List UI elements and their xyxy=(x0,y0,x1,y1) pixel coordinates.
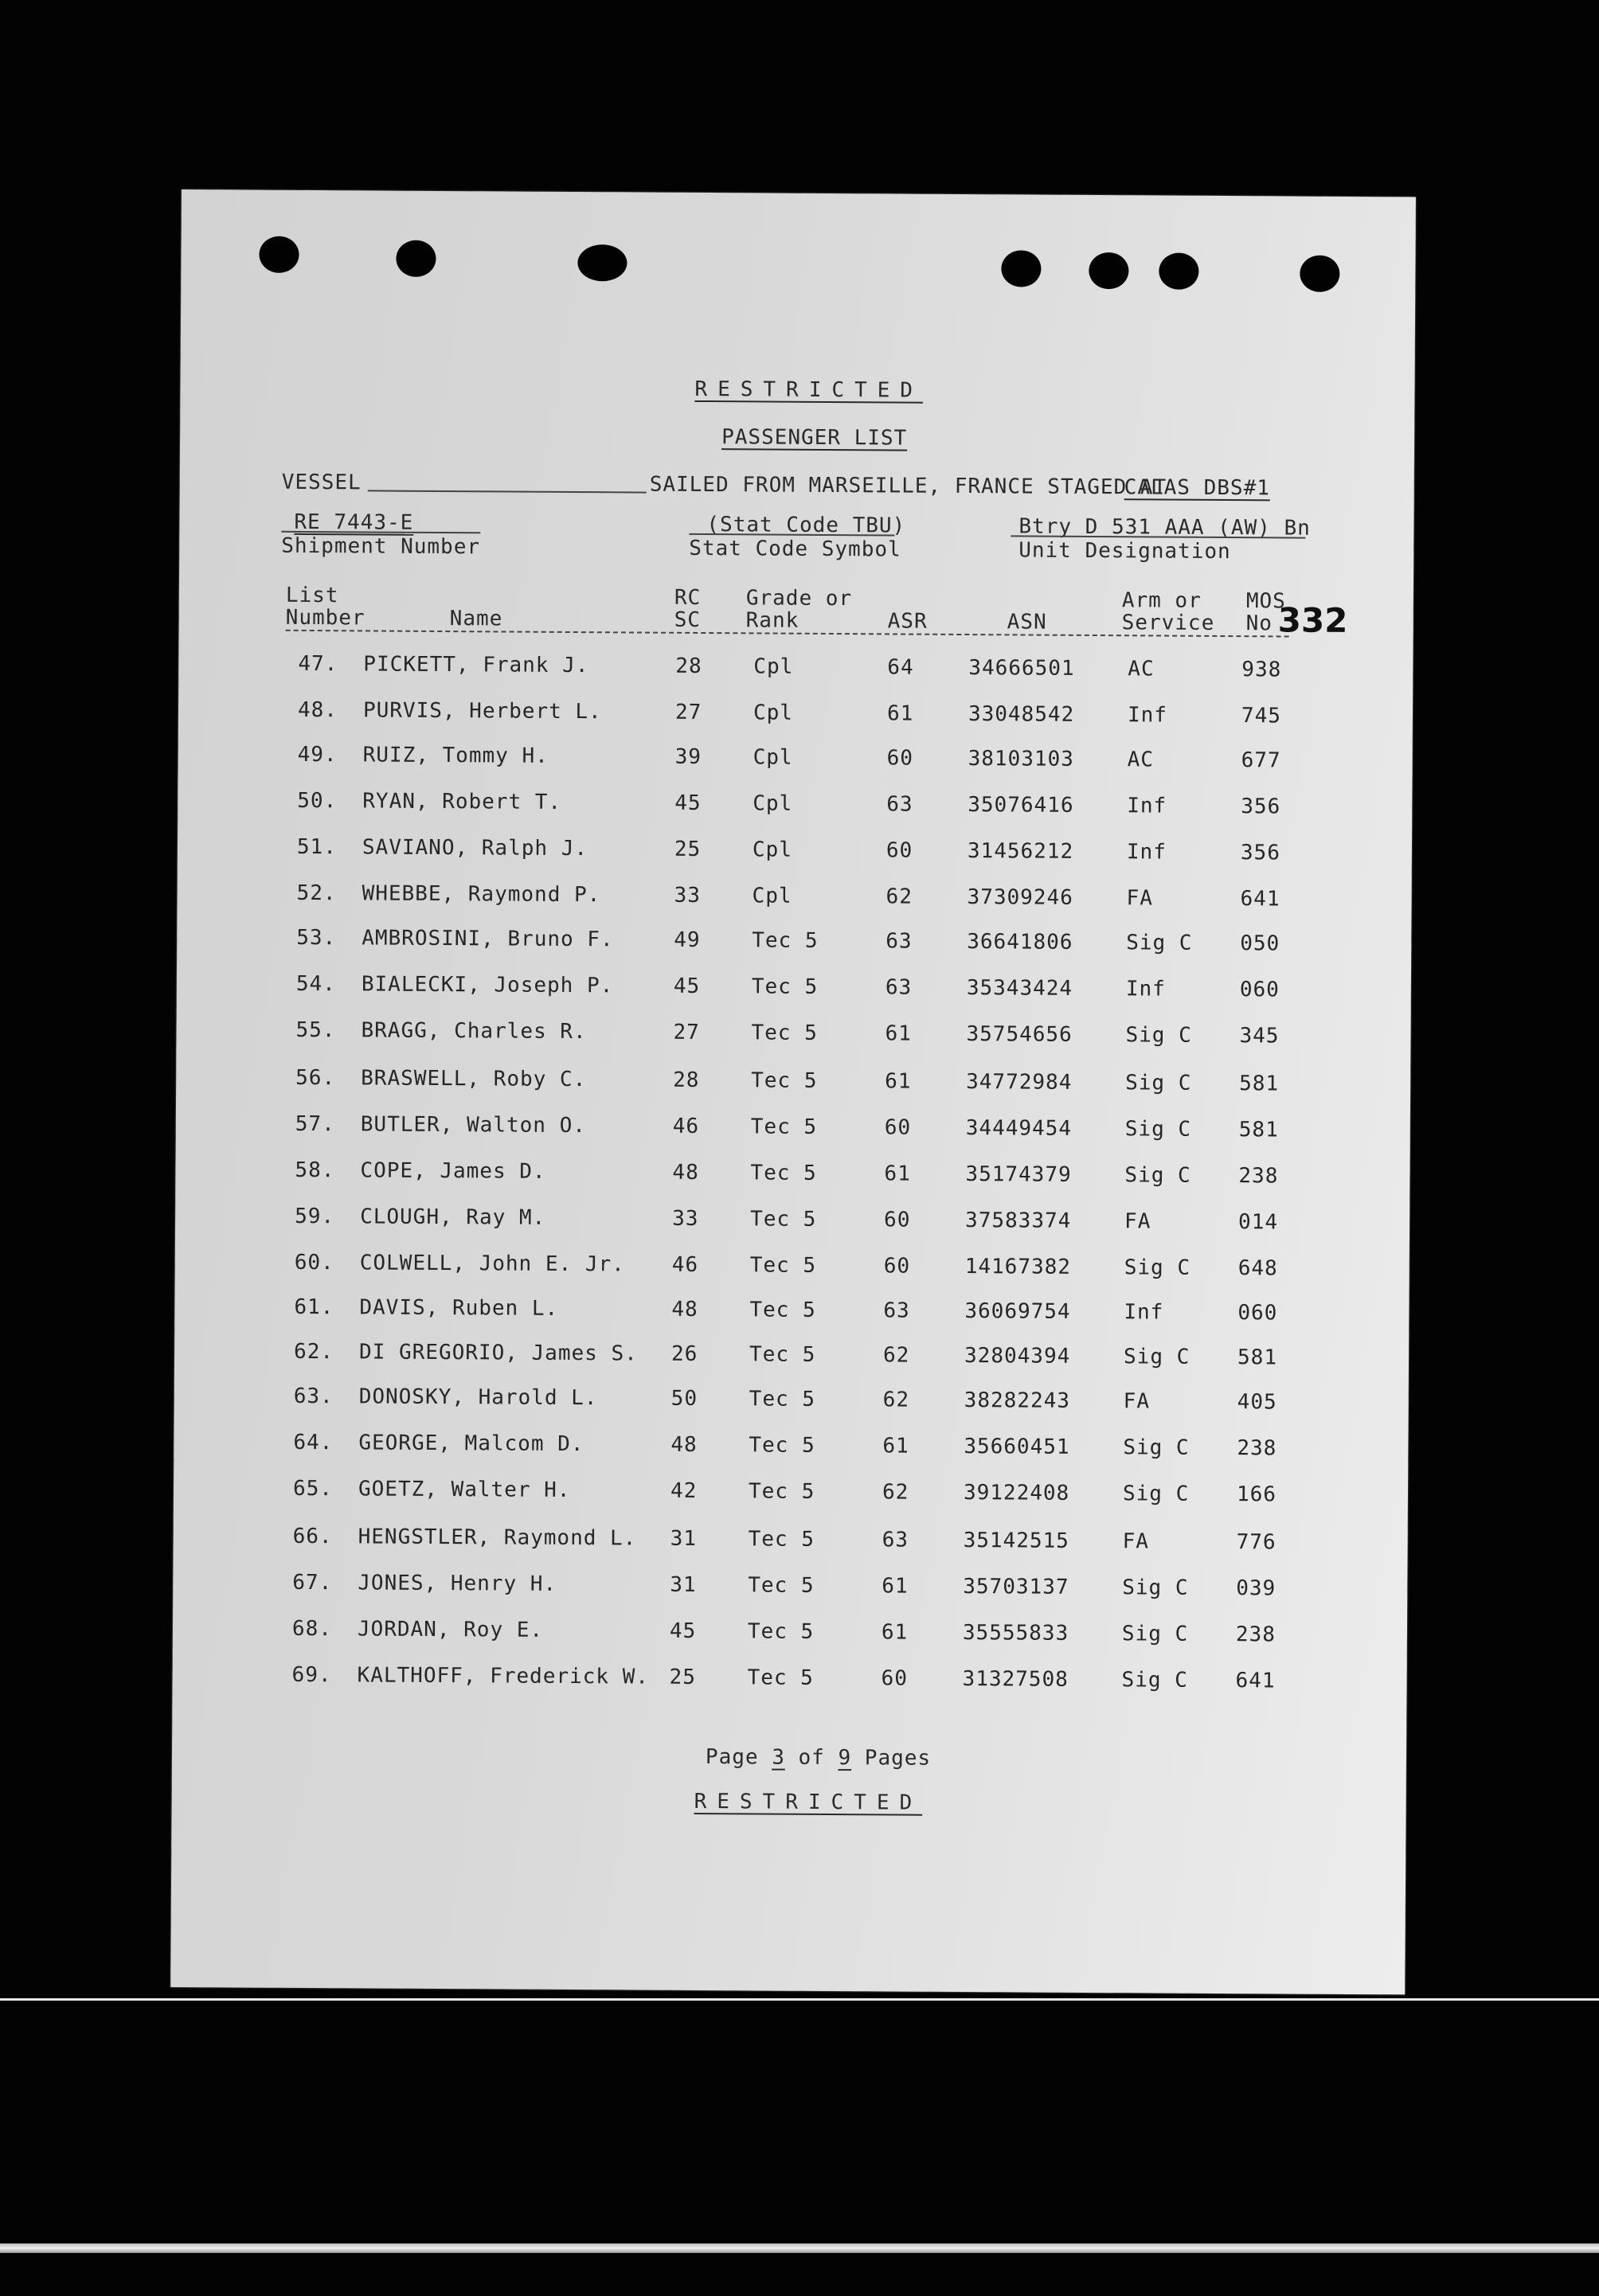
mos-number: 238 xyxy=(1235,1622,1276,1647)
grade-rank: Tec 5 xyxy=(749,1433,815,1458)
asr: 61 xyxy=(886,701,914,726)
staged-at-location: CALAS DBS#1 xyxy=(1124,475,1271,501)
list-number: 63. xyxy=(293,1384,334,1409)
mos-number: 060 xyxy=(1237,1301,1278,1326)
vessel-label: VESSEL xyxy=(281,470,362,495)
unit-designation-label: Unit Designation xyxy=(1018,538,1231,564)
rc-sc: 48 xyxy=(672,1160,699,1185)
table-row xyxy=(173,1616,1407,1655)
asn: 37309246 xyxy=(967,885,1073,910)
rc-sc: 42 xyxy=(670,1478,698,1503)
rc-sc: 31 xyxy=(670,1572,697,1597)
list-number: 59. xyxy=(295,1204,335,1229)
asr: 63 xyxy=(882,1528,909,1552)
rc-sc: 28 xyxy=(675,654,702,679)
asn: 35142515 xyxy=(963,1529,1069,1553)
asr: 61 xyxy=(882,1574,909,1599)
passenger-name: RUIZ, Tommy H. xyxy=(362,743,549,768)
list-number: 57. xyxy=(295,1111,335,1137)
grade-rank: Cpl xyxy=(753,745,793,770)
passenger-name: COLWELL, John E. Jr. xyxy=(359,1251,625,1277)
col-asn-label: ASN xyxy=(1007,610,1047,635)
col-rc-label: RC xyxy=(674,585,702,610)
grade-rank: Tec 5 xyxy=(749,1387,816,1412)
arm-service: Sig C xyxy=(1123,1345,1190,1369)
document-title: PASSENGER LIST xyxy=(721,425,908,451)
asn: 35660451 xyxy=(964,1435,1070,1459)
grade-rank: Tec 5 xyxy=(752,928,819,953)
table-row xyxy=(177,881,1411,920)
arm-service: AC xyxy=(1127,748,1155,772)
asr: 60 xyxy=(886,746,914,771)
table-row xyxy=(176,1017,1410,1056)
passenger-name: GEORGE, Malcom D. xyxy=(358,1431,584,1457)
page-footer xyxy=(706,1745,931,1771)
shipment-number: RE 7443-E xyxy=(294,510,414,535)
arm-service: FA xyxy=(1122,1529,1150,1554)
asr: 61 xyxy=(885,1069,912,1094)
asn: 37583374 xyxy=(965,1209,1072,1233)
asr: 64 xyxy=(887,655,914,680)
list-number: 60. xyxy=(294,1250,334,1275)
passenger-name: CLOUGH, Ray M. xyxy=(360,1205,546,1230)
asr: 60 xyxy=(886,838,913,863)
rc-sc: 28 xyxy=(673,1068,700,1092)
punch-hole xyxy=(1089,252,1128,289)
list-number: 54. xyxy=(295,971,336,997)
passenger-name: DI GREGORIO, James S. xyxy=(358,1340,638,1366)
page-prefix: Page xyxy=(705,1745,759,1770)
grade-rank: Tec 5 xyxy=(749,1298,816,1322)
table-row xyxy=(176,1065,1410,1104)
asn: 34666501 xyxy=(968,656,1075,681)
mos-number: 677 xyxy=(1241,748,1281,773)
table-row xyxy=(174,1476,1408,1515)
grade-rank: Tec 5 xyxy=(750,1207,817,1232)
restricted-footer: RESTRICTED xyxy=(694,1789,923,1815)
arm-service: AC xyxy=(1128,657,1155,681)
table-row xyxy=(175,1158,1409,1197)
asn: 31456212 xyxy=(967,839,1074,864)
list-number: 55. xyxy=(295,1017,336,1043)
sailed-from-text: SAILED FROM MARSEILLE, FRANCE STAGED AT xyxy=(649,472,1167,500)
asn: 35343424 xyxy=(966,976,1073,1001)
rc-sc: 26 xyxy=(670,1341,698,1366)
table-row xyxy=(177,971,1411,1010)
passenger-name: HENGSTLER, Raymond L. xyxy=(358,1525,637,1551)
asr: 63 xyxy=(886,929,913,954)
passenger-name: AMBROSINI, Bruno F. xyxy=(362,926,614,952)
passenger-name: PURVIS, Herbert L. xyxy=(362,698,602,724)
page-of: of xyxy=(798,1745,825,1770)
table-row xyxy=(174,1524,1408,1563)
asr: 62 xyxy=(882,1343,910,1368)
page-current: 3 xyxy=(772,1745,786,1770)
col-rank-label: Rank xyxy=(745,608,800,633)
asn: 35076416 xyxy=(968,793,1074,818)
arm-service: Inf xyxy=(1124,1300,1164,1325)
asn: 36069754 xyxy=(964,1299,1071,1324)
list-number: 61. xyxy=(294,1294,334,1320)
asn: 38282243 xyxy=(964,1388,1071,1413)
rc-sc: 27 xyxy=(674,700,702,725)
passenger-name: KALTHOFF, Frederick W. xyxy=(357,1663,650,1689)
list-number: 47. xyxy=(298,651,338,677)
asr: 61 xyxy=(885,1021,912,1046)
list-number: 64. xyxy=(293,1430,334,1455)
asn: 32804394 xyxy=(964,1344,1071,1369)
punch-hole xyxy=(1001,250,1041,287)
rc-sc: 45 xyxy=(673,974,701,998)
rc-sc: 27 xyxy=(673,1020,700,1045)
passenger-name: JORDAN, Roy E. xyxy=(357,1617,544,1642)
table-row xyxy=(178,651,1413,690)
rc-sc: 31 xyxy=(670,1526,698,1551)
mos-number: 014 xyxy=(1238,1210,1279,1235)
rc-sc: 45 xyxy=(669,1619,697,1643)
col-asr-label: ASR xyxy=(887,609,928,634)
passenger-name: SAVIANO, Ralph J. xyxy=(362,835,588,861)
asn: 34449454 xyxy=(965,1116,1073,1141)
passenger-name: COPE, James D. xyxy=(360,1158,546,1184)
asr: 62 xyxy=(886,884,913,909)
stat-code-label: Stat Code Symbol xyxy=(689,536,901,562)
asn: 35174379 xyxy=(965,1162,1072,1187)
rc-sc: 49 xyxy=(674,927,701,952)
asr: 61 xyxy=(882,1434,909,1458)
rc-sc: 48 xyxy=(670,1432,698,1457)
grade-rank: Tec 5 xyxy=(750,1161,817,1185)
passenger-name: BRASWELL, Roby C. xyxy=(361,1066,587,1092)
mos-number: 581 xyxy=(1237,1345,1278,1370)
rc-sc: 48 xyxy=(671,1297,698,1322)
mos-number: 039 xyxy=(1236,1576,1276,1601)
asn: 35754656 xyxy=(966,1022,1073,1047)
passenger-name: GOETZ, Walter H. xyxy=(358,1477,571,1503)
arm-service: Sig C xyxy=(1121,1668,1188,1693)
asr: 60 xyxy=(884,1208,911,1232)
list-number: 62. xyxy=(293,1339,334,1365)
passenger-name: RYAN, Robert T. xyxy=(362,789,562,814)
col-no-label: No xyxy=(1245,611,1273,636)
asr: 60 xyxy=(881,1666,908,1691)
asn: 34772984 xyxy=(966,1070,1073,1095)
asn: 14167382 xyxy=(964,1255,1072,1279)
passenger-name: BUTLER, Walton O. xyxy=(360,1112,587,1138)
passenger-name: JONES, Henry H. xyxy=(358,1571,557,1596)
col-list-label: List xyxy=(285,583,339,608)
rc-sc: 45 xyxy=(674,791,702,816)
grade-rank: Tec 5 xyxy=(751,1068,818,1093)
list-number: 67. xyxy=(292,1570,333,1595)
arm-service: Sig C xyxy=(1121,1622,1189,1646)
page-suffix: Pages xyxy=(864,1746,932,1771)
table-row xyxy=(175,1250,1409,1289)
rc-sc: 50 xyxy=(670,1386,698,1411)
table-row xyxy=(176,1111,1410,1150)
list-number: 58. xyxy=(295,1158,335,1183)
table-row xyxy=(178,788,1412,827)
list-number: 69. xyxy=(291,1662,332,1688)
passenger-name: WHEBBE, Raymond P. xyxy=(362,881,601,908)
table-row xyxy=(178,834,1412,873)
col-service-label: Service xyxy=(1121,611,1215,635)
list-number: 65. xyxy=(292,1476,334,1501)
arm-service: Sig C xyxy=(1124,1163,1191,1188)
asn: 39122408 xyxy=(963,1481,1070,1505)
col-number-label: Number xyxy=(285,605,366,631)
mos-number: 641 xyxy=(1235,1669,1276,1693)
col-name-label: Name xyxy=(449,607,503,631)
list-number: 50. xyxy=(297,788,338,814)
mos-number: 405 xyxy=(1237,1390,1277,1415)
arm-service: Inf xyxy=(1125,977,1166,1002)
asr: 63 xyxy=(886,792,913,817)
asr: 60 xyxy=(884,1115,912,1140)
asn: 31327508 xyxy=(962,1667,1069,1692)
arm-service: Inf xyxy=(1127,703,1168,728)
grade-rank: Tec 5 xyxy=(751,974,819,999)
list-number: 56. xyxy=(295,1065,336,1091)
unit-designation: Btry D 531 AAA (AW) Bn xyxy=(1018,514,1311,541)
table-row xyxy=(172,1662,1406,1701)
asr: 62 xyxy=(882,1388,910,1412)
list-number: 68. xyxy=(291,1616,333,1642)
grade-rank: Cpl xyxy=(752,884,792,908)
asn: 35703137 xyxy=(963,1575,1069,1599)
asn: 38103103 xyxy=(968,747,1074,771)
rc-sc: 33 xyxy=(674,883,701,908)
grade-rank: Cpl xyxy=(752,838,793,862)
mos-number: 356 xyxy=(1241,795,1281,819)
rc-sc: 39 xyxy=(674,744,702,770)
arm-service: Sig C xyxy=(1126,931,1193,955)
asr: 63 xyxy=(885,975,913,1000)
grade-rank: Cpl xyxy=(753,654,794,679)
punch-hole xyxy=(1159,253,1198,290)
rc-sc: 46 xyxy=(672,1114,700,1138)
punch-hole xyxy=(396,240,436,277)
rc-sc: 25 xyxy=(669,1665,696,1689)
punch-hole xyxy=(259,236,299,273)
passenger-name: DAVIS, Ruben L. xyxy=(359,1295,559,1321)
scanner-bottom-strip xyxy=(0,2243,1599,2253)
list-number: 49. xyxy=(297,742,338,767)
grade-rank: Tec 5 xyxy=(748,1527,815,1552)
grade-rank: Tec 5 xyxy=(748,1573,815,1598)
rc-sc: 25 xyxy=(674,837,702,861)
stat-code: (Stat Code TBU) xyxy=(706,513,906,538)
grade-rank: Tec 5 xyxy=(747,1619,815,1644)
grade-rank: Cpl xyxy=(753,791,793,816)
arm-service: Inf xyxy=(1126,840,1167,865)
passenger-name: PICKETT, Frank J. xyxy=(363,652,589,678)
table-row xyxy=(174,1430,1408,1469)
rc-sc: 46 xyxy=(671,1252,699,1277)
grade-rank: Cpl xyxy=(753,701,794,725)
arm-service: Sig C xyxy=(1125,1023,1192,1048)
grade-rank: Tec 5 xyxy=(749,1342,816,1367)
mos-number: 641 xyxy=(1240,887,1280,912)
page-total: 9 xyxy=(838,1746,852,1771)
arm-service: Inf xyxy=(1127,794,1167,818)
grade-rank: Tec 5 xyxy=(750,1115,818,1139)
arm-service: Sig C xyxy=(1122,1576,1189,1600)
asn: 33048542 xyxy=(968,702,1075,727)
col-mos-label: MOS xyxy=(1245,589,1286,614)
list-number: 53. xyxy=(296,925,337,951)
grade-rank: Tec 5 xyxy=(748,1479,815,1504)
arm-service: Sig C xyxy=(1124,1117,1192,1142)
mos-number: 581 xyxy=(1239,1072,1280,1096)
list-number: 66. xyxy=(292,1524,333,1549)
grade-rank: Tec 5 xyxy=(749,1253,817,1278)
punch-hole xyxy=(577,244,627,281)
rc-sc: 33 xyxy=(672,1206,699,1231)
mos-number: 648 xyxy=(1237,1256,1278,1281)
restricted-heading: RESTRICTED xyxy=(694,377,924,403)
mos-number: 060 xyxy=(1239,978,1280,1002)
mos-number: 238 xyxy=(1238,1164,1279,1189)
vessel-blank-line xyxy=(368,490,647,493)
list-number: 51. xyxy=(296,834,338,860)
mos-number: 745 xyxy=(1241,704,1282,728)
col-arm-label: Arm or xyxy=(1121,588,1202,613)
list-number: 52. xyxy=(296,881,337,906)
list-number: 48. xyxy=(297,697,338,723)
asn: 36641806 xyxy=(967,930,1073,955)
table-row xyxy=(175,1204,1409,1243)
table-row xyxy=(174,1339,1409,1378)
table-row xyxy=(178,742,1413,781)
table-row xyxy=(178,697,1413,736)
arm-service: Sig C xyxy=(1123,1435,1190,1460)
arm-service: Sig C xyxy=(1125,1071,1192,1095)
col-grade-label: Grade or xyxy=(745,586,853,611)
asr: 63 xyxy=(883,1298,910,1323)
grade-rank: Tec 5 xyxy=(747,1665,814,1690)
mos-number: 345 xyxy=(1239,1024,1280,1048)
arm-service: Sig C xyxy=(1124,1255,1191,1280)
arm-service: FA xyxy=(1126,886,1153,911)
mos-number: 581 xyxy=(1238,1118,1279,1142)
passenger-name: BIALECKI, Joseph P. xyxy=(361,972,614,998)
mos-number: 238 xyxy=(1237,1436,1277,1461)
col-sc-label: SC xyxy=(674,607,702,632)
grade-rank: Tec 5 xyxy=(751,1021,818,1045)
asr: 61 xyxy=(881,1620,909,1645)
scanner-edge-line xyxy=(0,1998,1599,2001)
table-row xyxy=(174,1294,1409,1333)
document-page xyxy=(170,189,1416,1994)
mos-number: 938 xyxy=(1241,658,1282,682)
mos-number: 166 xyxy=(1236,1482,1277,1507)
mos-number: 356 xyxy=(1240,841,1280,865)
table-row xyxy=(173,1570,1407,1609)
passenger-name: DONOSKY, Harold L. xyxy=(358,1384,598,1411)
asr: 61 xyxy=(884,1162,911,1186)
table-row xyxy=(174,1384,1409,1423)
shipment-number-label: Shipment Number xyxy=(281,533,481,560)
asr: 62 xyxy=(882,1480,909,1505)
arm-service: Sig C xyxy=(1122,1482,1190,1506)
mos-number: 050 xyxy=(1240,931,1280,956)
passenger-name: BRAGG, Charles R. xyxy=(361,1018,587,1045)
asr: 60 xyxy=(883,1254,911,1279)
arm-service: FA xyxy=(1124,1209,1151,1234)
arm-service: FA xyxy=(1123,1389,1151,1414)
punch-hole xyxy=(1300,256,1339,292)
table-row xyxy=(177,925,1411,964)
mos-number: 776 xyxy=(1236,1530,1276,1555)
page-number-stamp: 332 xyxy=(1277,600,1348,640)
asn: 35555833 xyxy=(962,1621,1069,1646)
